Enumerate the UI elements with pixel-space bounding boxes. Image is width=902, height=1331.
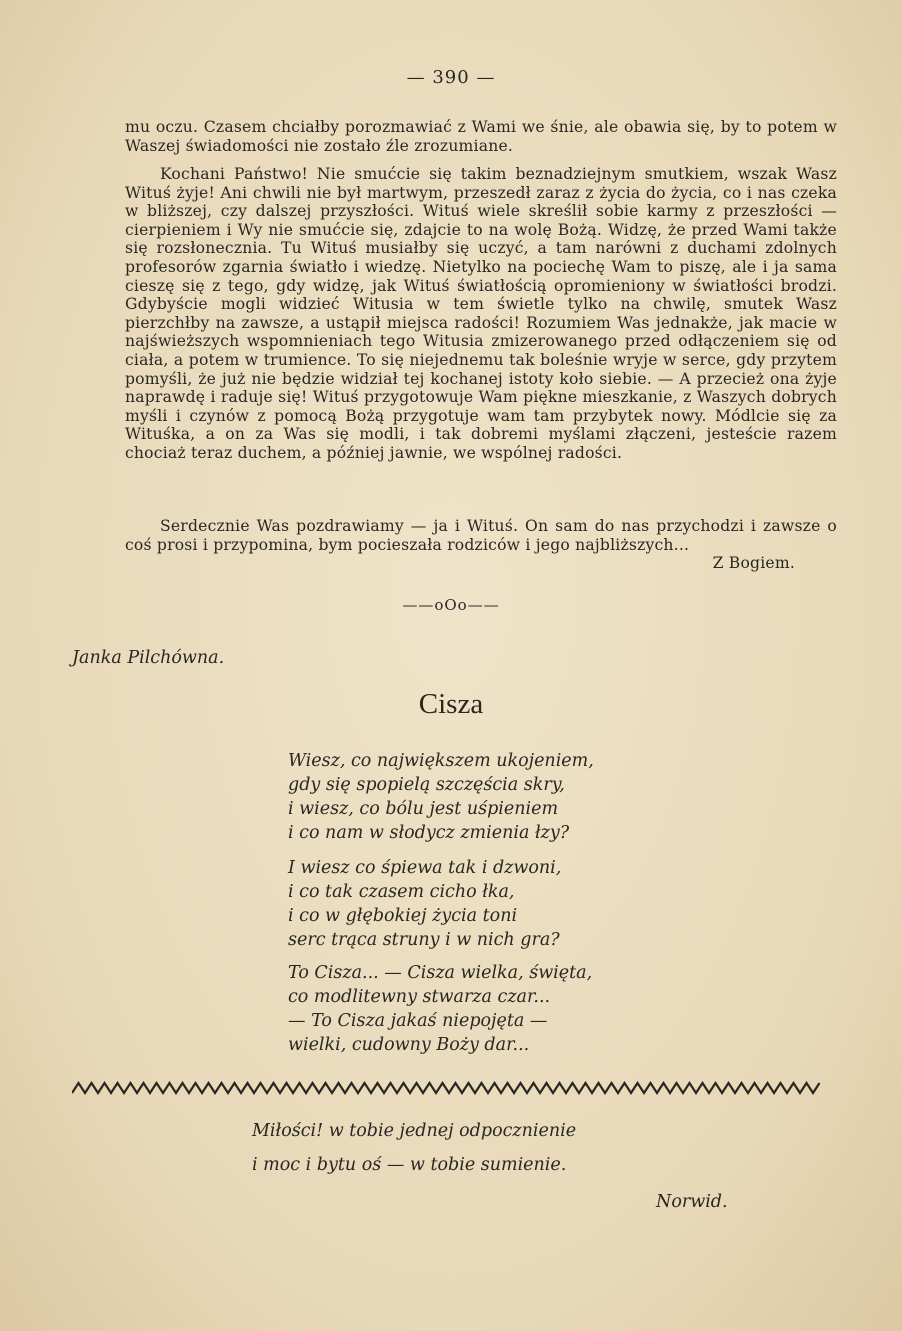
verse-line: Wiesz, co największem ukojeniem, [288,751,594,771]
poem-title: Cisza [418,688,484,720]
page-number: — 390 — [406,67,496,88]
quote-author: Norwid. [656,1192,728,1212]
quote-line-2: i moc i bytu oś — w tobie sumienie. [252,1155,567,1175]
verse-line: i wiesz, co bólu jest uśpieniem [288,799,559,819]
stanza-1 [288,749,594,845]
paragraph-1: mu oczu. Czasem chciałby porozmawiać z Wami we śnie, ale obawia się, by to potem w Waszej świadomości nie zostało źle zrozumiane. [125,118,837,155]
verse-line: i co w głębokiej życia toni [288,906,518,926]
verse-line: i co tak czasem cicho łka, [288,882,515,902]
verse-line: i co nam w słodycz zmienia łzy? [288,823,570,843]
verse-line: gdy się spopielą szczęścia skry, [288,775,565,795]
verse-line: I wiesz co śpiewa tak i dzwoni, [288,858,562,878]
paragraph-3 [125,517,837,573]
stanza-3 [288,961,592,1057]
letter-closing: Z Bogiem. [712,554,795,573]
poem-author: Janka Pilchówna. [72,648,225,668]
verse-line: co modlitewny stwarza czar... [288,987,551,1007]
section-divider: ——oOo—— [402,596,500,614]
verse-line: — To Cisza jakaś niepojęta — [288,1011,548,1031]
verse-line: serc trąca struny i w nich gra? [288,930,560,950]
verse-line: To Cisza... — Cisza wielka, święta, [288,963,593,983]
stanza-2 [288,856,561,952]
zigzag-ornament [72,1081,824,1095]
paragraph-2: Kochani Państwo! Nie smućcie się takim beznadziejnym smutkiem, wszak Wasz Wituś żyje! Ani chwili nie był martwym, przeszedł zaraz z życia do życia, co i nas czeka w bliższej, czy dalszej przyszłości. Wituś wiele skreślił sobie karmy z przeszłości — cierpieniem i Wy nie smućcie się, zdajcie to na wolę Bożą. Widzę, że przed Wami także się rozsłonecznia. Tu Wituś musiałby się uczyć, a tam narówni z duchami zdolnych profesorów zgarnia światło i wiedzę. Nietylko na pociechę Wam to piszę, ale i ja sama cieszę się z tego, gdy widzę, jak Wituś światłością opromieniony w światłości brodzi. Gdybyście mogli widzieć Witusia w tem świetle tylko na chwilę, smutek Wasz pierzchłby na zawsze, a ustąpił miejsca radości! Rozumiem Was jednakże, jak macie w najświeższych wspomnieniach tego Witusia zmizerowanego przed odłączeniem się od ciała, a potem w trumience. To się niejednemu tak boleśnie wryje w serce, gdy przytem pomyśli, że już nie będzie widział tej kochanej istoty koło siebie. — A przecież ona żyje naprawdę i raduje się! Wituś przygotowuje Wam piękne mieszkanie, z Waszych dobrych myśli i czynów z pomocą Bożą przygotuje wam tam przybytek nowy. Módlcie się za Wituśka, a on za Was się modli, i tak dobremi myślami złączeni, jesteście razem chociaż teraz duchem, a później jawnie, we wspólnej radości. [125,165,837,462]
paragraph-3-text: Serdecznie Was pozdrawiamy — ja i Wituś. On sam do nas przychodzi i zawsze o coś prosi i przypomina, bym pocieszała rodziców i jego najbliższych... [125,517,837,554]
quote-line-1: Miłości! w tobie jednej odpocznienie [252,1121,577,1141]
verse-line: wielki, cudowny Boży dar... [288,1035,530,1055]
